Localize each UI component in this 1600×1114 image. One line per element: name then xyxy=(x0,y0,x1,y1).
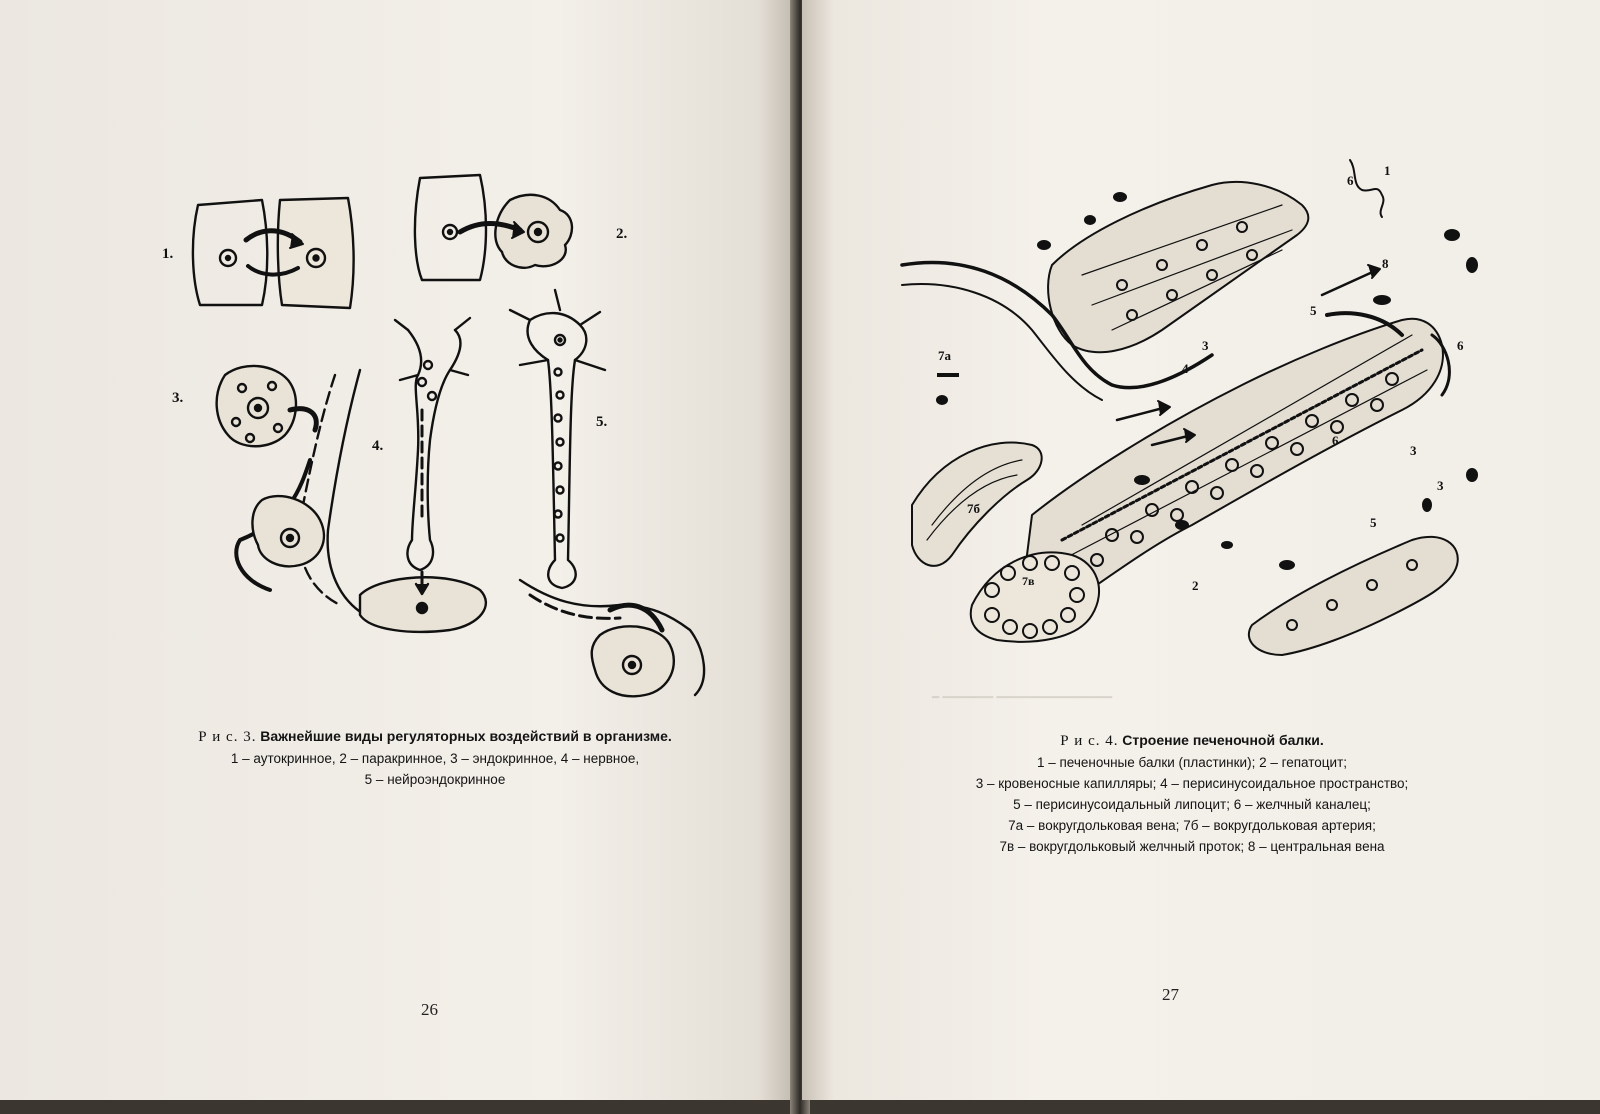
figure-4-label-7v: 7в xyxy=(1022,574,1035,588)
figure-4-label-6b: 6 xyxy=(1457,338,1464,353)
figure-4-legend-line-3: 5 – перисинусоидальный липоцит; 6 – желчный каналец; xyxy=(1013,797,1371,812)
neuron-neuroendocrine xyxy=(528,313,587,588)
upper-hepatic-plate xyxy=(1048,182,1308,352)
figure-3-caption-prefix: Р и с. 3. xyxy=(198,729,257,745)
figure-4-label-7a: 7а xyxy=(938,348,951,363)
right-page xyxy=(802,0,1600,1100)
figure-4-hepatic-plate xyxy=(882,145,1492,675)
figure-4-label-6a: 6 xyxy=(1347,173,1354,188)
figure-4-label-7b: 7б xyxy=(967,501,980,516)
bleed-through-text: ━ ━━━━━━━ ━━━━━━━━━━━━━━━━ xyxy=(932,690,1113,704)
figure-4-legend-line-1: 1 – печеночные балки (пластинки); 2 – гепатоцит; xyxy=(1036,755,1348,770)
figure-4-caption-prefix: Р и с. 4. xyxy=(1060,733,1119,749)
figure-4-caption-title: Строение печеночной балки. xyxy=(1122,732,1324,748)
page-number-left: 26 xyxy=(421,1000,438,1019)
figure-label-1: 1. xyxy=(162,246,174,262)
figure-4-legend-line-5: 7в – вокругдольковый желчный проток; 8 – центральная вена xyxy=(999,839,1385,854)
figure-label-3: 3. xyxy=(172,390,184,406)
figure-4-label-2: 2 xyxy=(1192,578,1199,593)
figure-4-label-5b: 5 xyxy=(1370,515,1377,530)
figure-4-legend-line-4: 7а – вокругдольковая вена; 7б – вокругдольковая артерия; xyxy=(1008,818,1376,833)
neuron-nervous xyxy=(407,330,460,570)
lower-hepatic-plate xyxy=(1249,537,1458,655)
figure-4-label-3b: 3 xyxy=(1437,478,1444,493)
paracrine-cell-target xyxy=(495,195,572,268)
figure-4-label-3a: 3 xyxy=(1202,338,1209,353)
figure-label-4: 4. xyxy=(372,438,384,454)
figure-3-regulatory-influences xyxy=(150,160,720,700)
figure-3-caption xyxy=(140,726,730,790)
figure-3-legend-line-2: 5 – нейроэндокринное xyxy=(364,772,506,787)
endocrine-target-cell xyxy=(252,496,323,566)
figure-4-label-1: 1 xyxy=(1384,163,1391,178)
autocrine-cell-right xyxy=(278,198,354,308)
figure-4-label-5a: 5 xyxy=(1310,303,1317,318)
figure-4-caption xyxy=(892,730,1492,857)
figure-4-label-4: 4 xyxy=(1182,361,1189,376)
figure-4-label-6c: 6 xyxy=(1332,433,1339,448)
figure-label-5: 5. xyxy=(596,414,608,430)
left-page xyxy=(0,0,798,1100)
figure-4-legend-line-2: 3 – кровеносные капилляры; 4 – перисинусоидальное пространство; xyxy=(975,776,1409,791)
figure-3-legend-line-1: 1 – аутокринное, 2 – паракринное, 3 – эндокринное, 4 – нервное, xyxy=(230,751,640,766)
figure-3-caption-title: Важнейшие виды регуляторных воздействий в организме. xyxy=(260,728,672,744)
page-number-right: 27 xyxy=(1162,985,1179,1004)
autocrine-cell-left xyxy=(193,200,267,305)
figure-4-label-3c: 3 xyxy=(1410,443,1417,458)
figure-label-2: 2. xyxy=(616,226,628,242)
figure-4-label-8: 8 xyxy=(1382,256,1389,271)
